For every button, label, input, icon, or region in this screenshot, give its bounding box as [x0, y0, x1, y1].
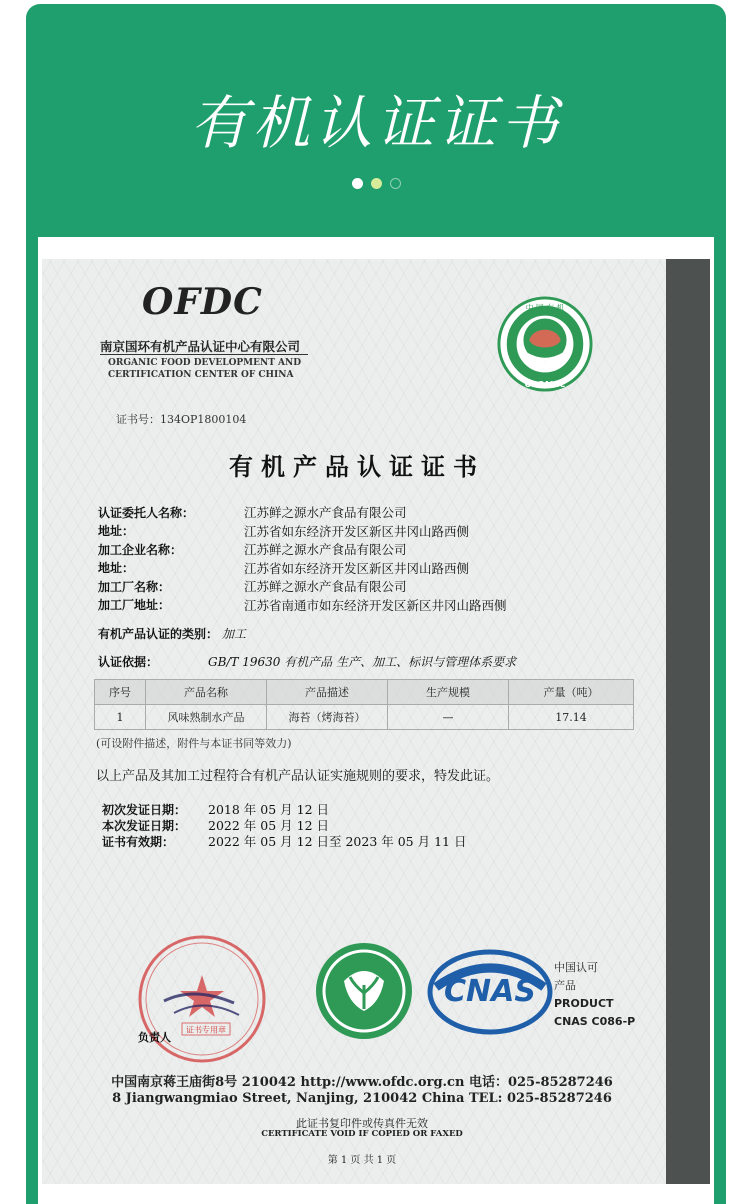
table-header: 产品名称	[146, 680, 267, 705]
official-seal-icon	[134, 931, 270, 1067]
attachment-note: (可设附件描述，附件与本证书同等效力)	[96, 737, 292, 750]
footer-void-en: CERTIFICATE VOID IF COPIED OR FAXED	[261, 1129, 463, 1139]
certificate-footer	[42, 1071, 682, 1166]
field-label: 加工厂地址：	[98, 598, 171, 613]
field-row	[98, 559, 507, 578]
carousel-dot-2[interactable]	[371, 178, 382, 189]
field-row	[98, 596, 507, 615]
cnas-accreditation	[554, 959, 635, 1031]
field-row	[98, 522, 507, 541]
org-divider	[100, 354, 308, 355]
issue-dates	[102, 801, 466, 849]
date-label: 初次发证日期：	[102, 802, 187, 817]
certificate-number: 证书号：134OP1800104	[116, 413, 247, 426]
table-header: 生产规模	[388, 680, 509, 705]
svg-text:ORGANIC: ORGANIC	[524, 380, 566, 390]
header-panel	[26, 4, 726, 1204]
scan-edge	[666, 259, 710, 1184]
org-name-cn: 南京国环有机产品认证中心有限公司	[100, 339, 301, 354]
svg-text:中 国 有 机: 中 国 有 机	[525, 303, 565, 313]
table-header: 序号	[95, 680, 146, 705]
field-row	[98, 503, 507, 522]
field-label: 加工企业名称：	[98, 542, 183, 557]
date-row	[102, 817, 466, 833]
page-number: 第 1 页 共 1 页	[327, 1155, 397, 1166]
date-value: 2022 年 05 月 12 日	[208, 818, 329, 833]
field-value: 江苏省南通市如东经济开发区新区井冈山路西侧	[244, 597, 507, 613]
date-value: 2018 年 05 月 12 日	[208, 802, 329, 817]
certificate-frame	[38, 237, 714, 1204]
cnas-line: 产品	[554, 979, 576, 992]
basis-value: GB/T 19630 有机产品 生产、加工、标识与管理体系要求	[208, 655, 517, 669]
cnas-line: 中国认可	[554, 961, 598, 974]
field-value: 江苏省如东经济开发区新区井冈山路西侧	[244, 523, 470, 539]
cnas-line: PRODUCT	[554, 997, 614, 1010]
cnas-line: CNAS C086-P	[554, 1015, 636, 1028]
basis-label: 认证依据：	[98, 655, 159, 669]
table-cell: 1	[95, 705, 146, 730]
certification-category	[98, 625, 246, 642]
page-title: 有机认证证书	[189, 89, 562, 157]
table-header: 产量（吨）	[509, 680, 634, 705]
field-label: 认证委托人名称：	[98, 505, 195, 520]
field-value: 江苏鲜之源水产食品有限公司	[244, 505, 407, 521]
category-value: 加工	[222, 627, 247, 641]
footer-void-cn: 此证书复印件或传真件无效	[296, 1117, 428, 1130]
date-row	[102, 801, 466, 817]
field-label: 地址：	[98, 524, 135, 539]
table-header-row	[95, 680, 634, 705]
seal-stamp-text: 证书专用章	[186, 1025, 226, 1035]
table-cell: 海苔（烤海苔）	[267, 705, 388, 730]
field-label: 地址：	[98, 561, 135, 576]
ofdc-logo: OFDC	[142, 281, 263, 323]
table-cell: 17.14	[509, 705, 634, 730]
date-label: 证书有效期：	[102, 834, 175, 849]
field-row	[98, 577, 507, 596]
field-value: 江苏省如东经济开发区新区井冈山路西侧	[244, 560, 470, 576]
field-row	[98, 540, 507, 559]
category-label: 有机产品认证的类别：	[98, 627, 219, 641]
field-value: 江苏鲜之源水产食品有限公司	[244, 579, 407, 595]
table-header: 产品描述	[267, 680, 388, 705]
product-table	[94, 679, 634, 730]
table-row	[95, 705, 634, 730]
certification-basis	[98, 653, 516, 670]
carousel-dots	[26, 178, 726, 189]
field-value: 江苏鲜之源水产食品有限公司	[244, 542, 407, 558]
certificate-fields	[98, 503, 507, 614]
certification-statement: 以上产品及其加工过程符合有机产品认证实施规则的要求，特发此证。	[96, 769, 500, 784]
cnas-logo-text: CNAS	[444, 974, 536, 1009]
date-label: 本次发证日期：	[102, 818, 187, 833]
date-row	[102, 833, 466, 849]
carousel-dot-1[interactable]	[352, 178, 363, 189]
org-name-en: ORGANIC FOOD DEVELOPMENT AND CERTIFICATION CENTER OF CHINA	[108, 358, 302, 380]
footer-cn-address: 中国南京蒋王庙街8号 210042 http://www.ofdc.org.cn 电话：025-85287246	[111, 1075, 613, 1090]
certificate-image	[42, 259, 710, 1184]
field-label: 加工厂名称：	[98, 579, 171, 594]
table-cell: —	[388, 705, 509, 730]
organic-logo-icon	[496, 295, 594, 393]
table-cell: 风味熟制水产品	[146, 705, 267, 730]
date-value: 2022 年 05 月 12 日至 2023 年 05 月 11 日	[208, 834, 467, 849]
cnas-logo-icon	[426, 947, 554, 1037]
signer-label: 负责人	[138, 1031, 171, 1044]
organic-product-logo-icon	[314, 941, 414, 1041]
footer-en-address: 8 Jiangwangmiao Street, Nanjing, 210042 China TEL: 025-85287246	[112, 1091, 612, 1106]
certificate-heading: 有机产品认证证书	[229, 452, 485, 481]
carousel-dot-3[interactable]	[390, 178, 401, 189]
